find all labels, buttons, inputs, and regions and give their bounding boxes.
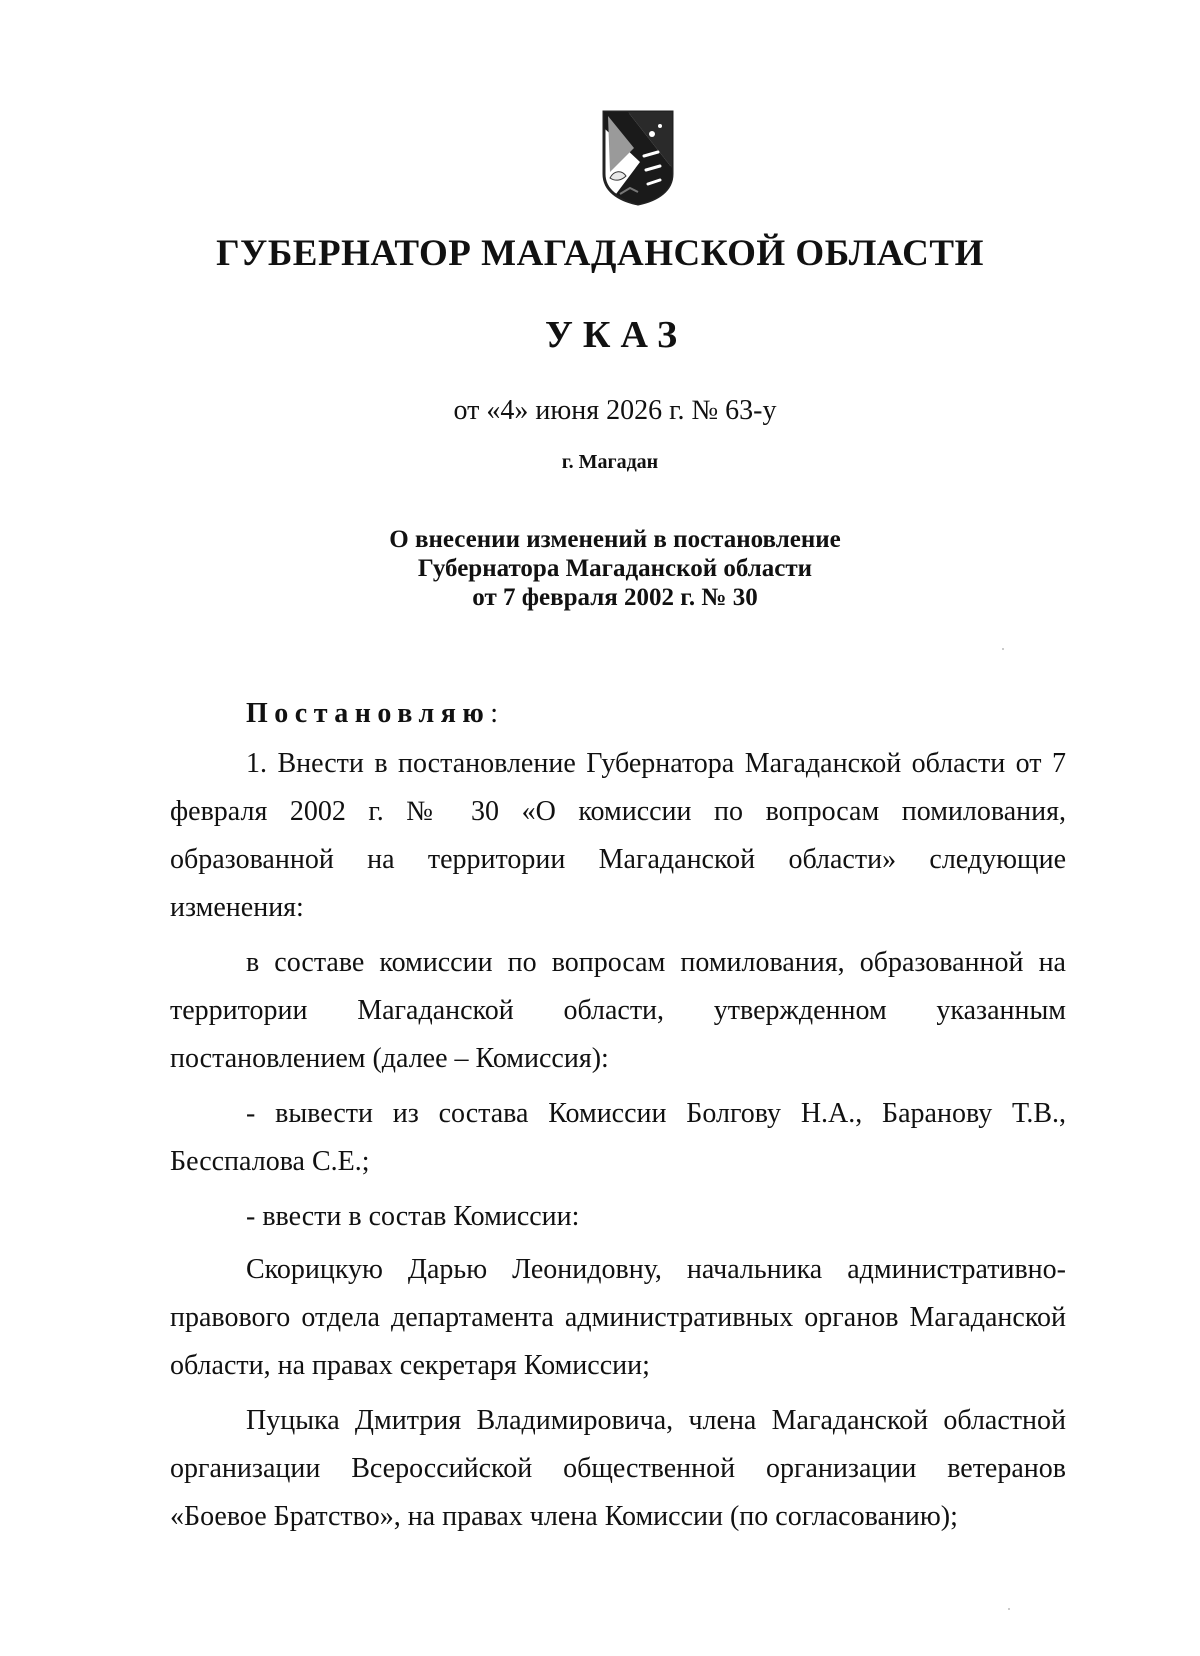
title-line-3: от 7 февраля 2002 г. № 30: [472, 584, 758, 611]
resolves-colon: :: [490, 698, 499, 729]
title-line-1: О внесении изменений в постановление: [389, 526, 841, 553]
paragraph-member-veteran: Пуцыка Дмитрия Владимировича, члена Магаданской областной организации Всероссийской общественной организации ветеранов «Боевое Братство», на правах члена Комиссии (по согласованию);: [170, 1405, 1066, 1532]
document-type: УКАЗ: [545, 314, 687, 356]
resolves-word: Постановляю: [246, 698, 491, 729]
paragraph-add-members: - ввести в состав Комиссии:: [246, 1201, 580, 1232]
magadan-coat-of-arms-icon: [600, 108, 676, 206]
document-date-number: от «4» июня 2026 г. № 63-у: [453, 395, 777, 426]
title-line-2: Губернатора Магаданской области: [417, 555, 813, 582]
document-city: г. Магадан: [561, 451, 659, 473]
scan-speck: [1008, 1608, 1010, 1610]
paragraph-remove-members: - вывести из состава Комиссии Болгову Н.А., Баранову Т.В., Бесспалова С.Е.;: [170, 1098, 1066, 1177]
scan-speck: [1002, 648, 1004, 650]
paragraph-member-secretary: Скорицкую Дарью Леонидовну, начальника административно-правового отдела департамента административных органов Магаданской области, на правах секретаря Комиссии;: [170, 1254, 1066, 1381]
issuing-authority: ГУБЕРНАТОР МАГАДАНСКОЙ ОБЛАСТИ: [216, 233, 984, 274]
document-body: [170, 690, 1066, 1548]
paragraph-composition: в составе комиссии по вопросам помилования, образованной на территории Магаданской области, утвержденном указанным постановлением (далее – Комиссия):: [170, 947, 1066, 1074]
resolves-heading: [170, 690, 1066, 738]
document-title: [0, 525, 1200, 612]
paragraph-amend: 1. Внести в постановление Губернатора Магаданской области от 7 февраля 2002 г. № 30 «О комиссии по вопросам помилования, образованной на территории Магаданской области» следующие изменения:: [170, 748, 1066, 923]
